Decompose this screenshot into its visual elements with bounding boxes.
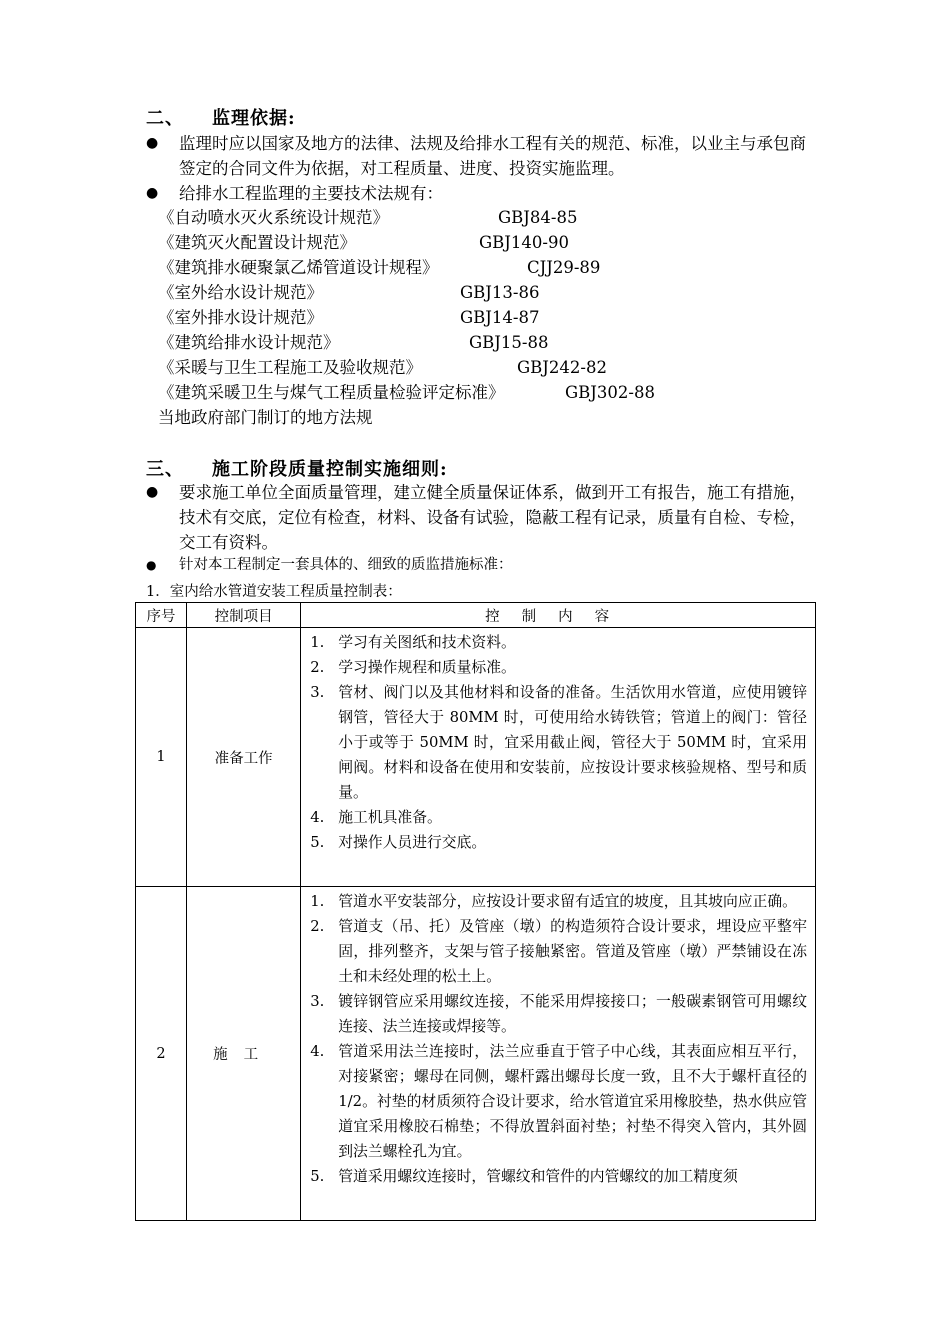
standard-line: 《室外排水设计规范》 GBJ14-87 (158, 308, 540, 327)
standard-line: 当地政府部门制订的地方法规 (158, 408, 373, 427)
table-row (136, 887, 816, 1221)
bullet-icon: ● (146, 484, 159, 500)
list-item: 3. 管材、阀门以及其他材料和设备的准备。生活饮用水管道，应使用镀锌钢管，管径大于 80MM 时，可使用给水铸铁管；管道上的阀门：管径小于或等于 50MM 时，宜采用截止阀，管径大于 50MM 时，宜采用闸阀。材料和设备在使用和安装前，应按设计要求核验规格、型号和质量。 (310, 684, 807, 801)
standard-line: 《建筑给排水设计规范》 GBJ15-88 (158, 333, 549, 352)
standard-line: 《自动喷水灭火系统设计规范》 GBJ84-85 (158, 208, 578, 227)
list-item: 2. 管道支（吊、托）及管座（墩）的构造须符合设计要求，埋设应平整牢固，排列整齐，支架与管子接触紧密。管道及管座（墩）严禁铺设在冻土和未经处理的松土上。 (310, 918, 807, 985)
header-item: 控制项目 (187, 603, 301, 628)
list-item: 1. 管道水平安装部分，应按设计要求留有适宜的坡度，且其坡向应正确。 (310, 893, 797, 910)
row-no: 1 (136, 628, 187, 887)
row-item: 施工 (187, 887, 301, 1221)
section2-bullet-2: ● 给排水工程监理的主要技术法规有： (146, 181, 816, 206)
section3-title: 施工阶段质量控制实施细则: (212, 459, 448, 480)
section3-bullet-1: ● 要求施工单位全面质量管理，建立健全质量保证体系，做到开工有报告，施工有措施，技术有交底，定位有检查，材料、设备有试验，隐蔽工程有记录，质量有自检、专检，交工有资料。 (146, 480, 816, 555)
list-item: 5. 管道采用螺纹连接时，管螺纹和管件的内管螺纹的加工精度须 (310, 1168, 738, 1185)
section2-bullet-1: ● 监理时应以国家及地方的法律、法规及给排水工程有关的规范、标准，以业主与承包商签定的合同文件为依据，对工程质量、进度、投资实施监理。 (146, 131, 816, 181)
standard-line: 《建筑采暖卫生与煤气工程质量检验评定标准》 GBJ302-88 (158, 383, 655, 402)
list-item: 5. 对操作人员进行交底。 (310, 834, 487, 851)
list-item: 1. 学习有关图纸和技术资料。 (310, 634, 516, 651)
section2-title: 监理依据: (212, 108, 296, 129)
section2-heading (146, 104, 296, 130)
table-caption: 1．室内给水管道安装工程质量控制表： (146, 584, 402, 600)
list-item: 4. 施工机具准备。 (310, 809, 442, 826)
header-content: 控制内容 (301, 603, 816, 628)
table-header-row (136, 603, 816, 628)
section3-heading (146, 455, 448, 481)
row-contents (301, 887, 816, 1221)
bullet-icon: ● (146, 185, 159, 201)
section2-number: 二、 (146, 108, 184, 129)
standard-line: 《建筑灭火配置设计规范》 GBJ140-90 (158, 233, 569, 252)
list-item: 4. 管道采用法兰连接时，法兰应垂直于管子中心线，其表面应相互平行，对接紧密；螺母在同侧，螺杆露出螺母长度一致，且不大于螺杆直径的 1/2。衬垫的材质须符合设计要求，给水管道宜采用橡胶垫，热水供应管道宜采用橡胶石棉垫；不得放置斜面衬垫；衬垫不得突入管内，其外圆到法兰螺栓孔为宜。 (310, 1043, 807, 1160)
standard-line: 《室外给水设计规范》 GBJ13-86 (158, 283, 540, 302)
list-item: 2. 学习操作规程和质量标准。 (310, 659, 516, 676)
table-row (136, 628, 816, 887)
standard-line: 《采暖与卫生工程施工及验收规范》 GBJ242-82 (158, 358, 607, 377)
row-contents (301, 628, 816, 887)
section3-number: 三、 (146, 459, 184, 480)
header-no: 序号 (136, 603, 187, 628)
list-item: 3. 镀锌钢管应采用螺纹连接，不能采用焊接接口；一般碳素钢管可用螺纹连接、法兰连接或焊接等。 (310, 993, 807, 1035)
section3-bullet-2: ● 针对本工程制定一套具体的、细致的质监措施标准： (146, 553, 816, 578)
bullet-icon: ● (146, 135, 159, 151)
bullet-icon: ● (146, 558, 157, 572)
quality-control-table (135, 602, 816, 1221)
row-no: 2 (136, 887, 187, 1221)
standard-line: 《建筑排水硬聚氯乙烯管道设计规程》 CJJ29-89 (158, 258, 601, 277)
row-item: 准备工作 (187, 628, 301, 887)
